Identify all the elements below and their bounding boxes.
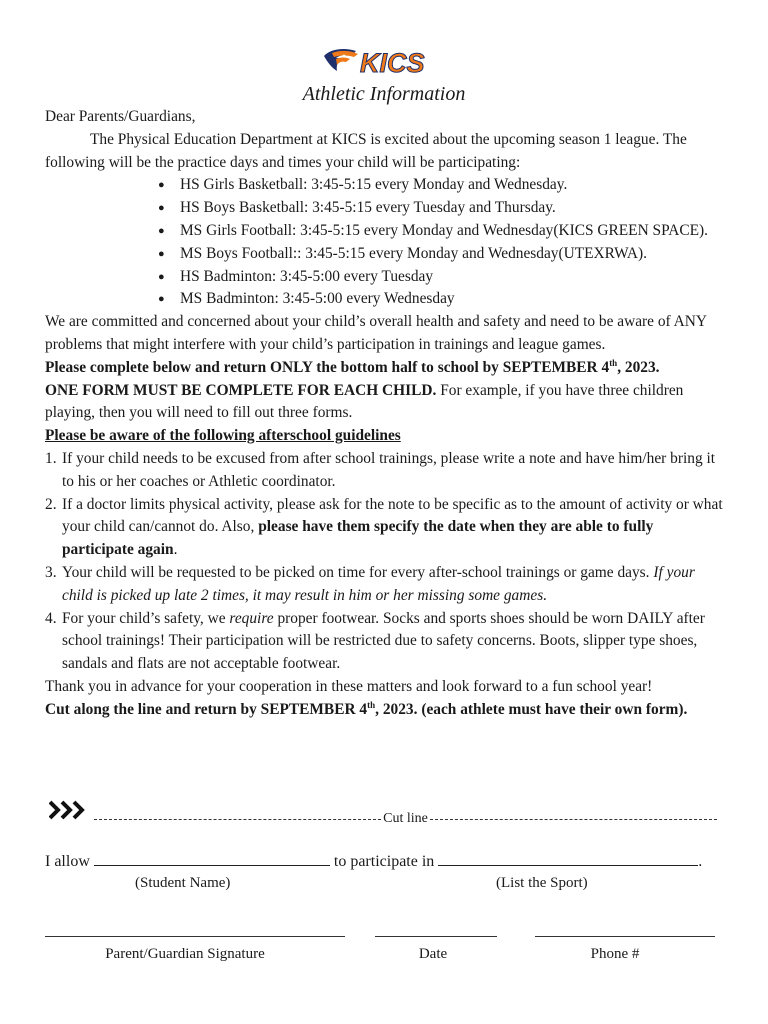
guideline-text: proper footwear. Socks and sports shoes should be worn DAILY after school trainings! Their participation will be restricted due to safety concerns. Boots, slipper type shoes, sandals and flats are not acceptable footwear. [62, 609, 705, 673]
item-number: 4. [45, 609, 57, 627]
allow-label: I allow [45, 853, 90, 870]
sport-label: (List the Sport) [496, 875, 588, 891]
guideline-text: . [173, 541, 178, 559]
date-suffix: th [367, 699, 376, 710]
dashed-divider [430, 819, 717, 820]
one-form-notice: ONE FORM MUST BE COMPLETE FOR EACH CHILD. [45, 381, 437, 399]
kics-eagle-logo [322, 46, 448, 78]
cut-year: , 2023. (each athlete must have their own form). [375, 700, 688, 718]
end-period: . [698, 853, 703, 870]
list-item [45, 562, 725, 608]
cut-instruction [45, 699, 725, 722]
intro-paragraph: The Physical Education Department at KICS is excited about the upcoming season 1 league. The following will be the practice days and times your child will be participating: [45, 130, 687, 171]
return-text: Please complete below and return ONLY the bottom half to school by SEPTEMBER 4 [45, 358, 610, 376]
student-name-blank[interactable] [94, 851, 330, 866]
cut-line [94, 810, 717, 828]
example-text: For example, if you have three children playing, then you will need to fill out three forms. [45, 381, 684, 422]
date-suffix: th [609, 357, 618, 368]
item-number: 3. [45, 563, 57, 581]
parent-signature-label: Parent/Guardian Signature [105, 946, 265, 962]
guideline-text: Your child will be requested to be picked on time for every after-school trainings or game days. [62, 563, 654, 581]
letter-body [45, 106, 725, 722]
participate-label: to participate in [333, 853, 435, 870]
cut-line-row [45, 798, 725, 826]
practice-schedule-list [45, 174, 725, 311]
guidelines-list [45, 448, 725, 676]
list-item: ● HS Boys Basketball: 3:45-5:15 every Tuesday and Thursday. [45, 197, 725, 220]
list-item [45, 494, 725, 562]
parent-signature-line[interactable] [45, 936, 345, 937]
date-line[interactable] [375, 936, 497, 937]
return-instruction [45, 357, 725, 380]
return-year: , 2023. [617, 358, 660, 376]
date-label: Date [418, 946, 448, 962]
list-item: ● HS Badminton: 3:45-5:00 every Tuesday [45, 266, 725, 289]
cut-line-label: Cut line [383, 811, 428, 826]
guideline-emphasis: please have them specify the date when they are able to fully participate again [62, 518, 654, 559]
guideline-text: For your child’s safety, we [62, 609, 230, 627]
list-item: ● MS Boys Football:: 3:45-5:15 every Monday and Wednesday(UTEXRWA). [45, 243, 725, 266]
phone-label: Phone # [590, 946, 640, 962]
one-form-paragraph [45, 380, 725, 426]
guideline-emphasis: If your child is picked up late 2 times, it may result in him or her missing some games. [62, 563, 695, 604]
permission-line [45, 851, 725, 873]
guidelines-heading: Please be aware of the following afterschool guidelines [45, 427, 401, 445]
list-item [45, 608, 725, 676]
list-item: ● MS Badminton: 3:45-5:00 every Wednesday [45, 288, 725, 311]
guideline-text: If your child needs to be excused from after school trainings, please write a note and have him/her bring it to his or her coaches or Athletic coordinator. [62, 449, 716, 490]
logo-wordmark: KICS [360, 48, 425, 78]
guideline-emphasis: require [229, 609, 274, 627]
student-name-label: (Student Name) [135, 875, 231, 891]
salutation: Dear Parents/Guardians, [45, 108, 196, 125]
list-item: ● HS Girls Basketball: 3:45-5:15 every Monday and Wednesday. [45, 174, 725, 197]
list-item [45, 448, 725, 494]
sport-blank[interactable] [438, 851, 698, 866]
cut-text: Cut along the line and return by SEPTEMBER 4 [45, 700, 368, 718]
dashed-divider [94, 819, 381, 820]
guideline-text: If a doctor limits physical activity, please ask for the note to be specific as to the amount of activity or what your child can/cannot do. Also, [62, 495, 723, 536]
item-number: 2. [45, 495, 57, 513]
phone-line[interactable] [535, 936, 715, 937]
commitment-paragraph: We are committed and concerned about your child’s overall health and safety and need to be aware of ANY problems that might interfere with your child’s participation in trainings and league games. [45, 313, 707, 353]
thanks-paragraph: Thank you in advance for your cooperation in these matters and look forward to a fun school year! [45, 677, 653, 695]
item-number: 1. [45, 449, 57, 467]
triple-chevron-right-icon [49, 800, 89, 820]
list-item: ● MS Girls Football: 3:45-5:15 every Monday and Wednesday(KICS GREEN SPACE). [45, 220, 725, 243]
page-title: Athletic Information [302, 83, 466, 105]
